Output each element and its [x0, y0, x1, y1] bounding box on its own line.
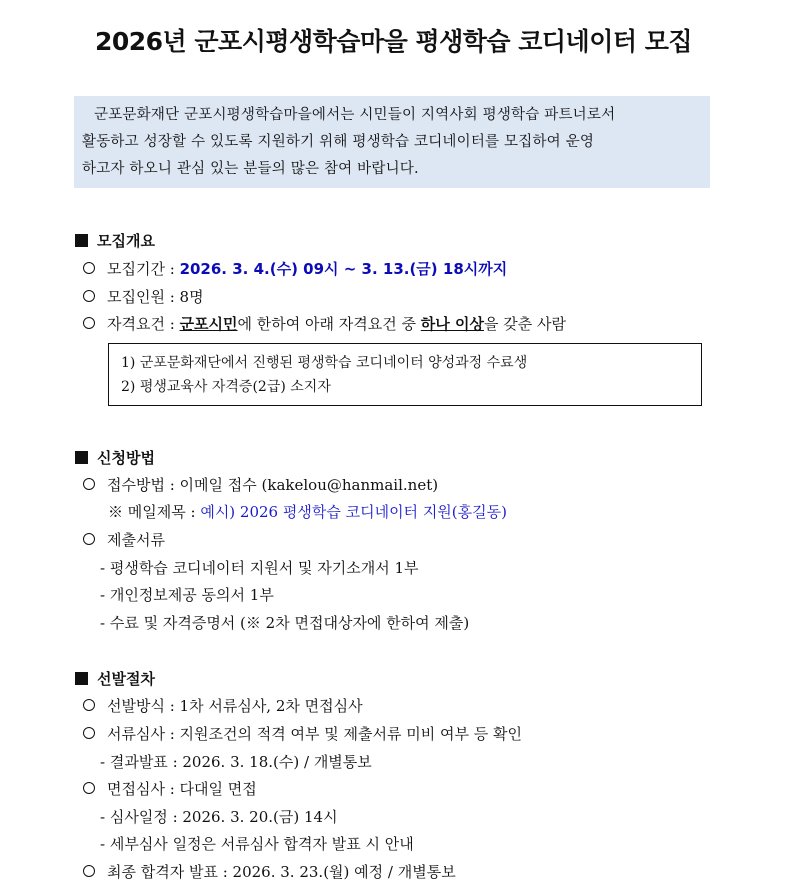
circle-bullet-icon: [83, 865, 95, 877]
page-title: 2026년 군포시평생학습마을 평생학습 코디네이터 모집: [94, 27, 693, 56]
selection-sub-item: - 심사일정 : 2026. 3. 20.(금) 14시: [100, 808, 338, 826]
circle-bullet-icon: [83, 727, 95, 739]
intro-line: 하고자 하오니 관심 있는 분들의 많은 참여 바랍니다.: [82, 161, 419, 177]
intro-line: 군포문화재단 군포시평생학습마을에서는 시민들이 지역사회 평생학습 파트너로서: [94, 107, 616, 123]
intro-line: 활동하고 성장할 수 있도록 지원하기 위해 평생학습 코디네이터를 모집하여 운영: [82, 134, 595, 150]
selection-sub-item: - 세부심사 일정은 서류심사 합격자 발표 시 안내: [100, 835, 414, 853]
period-value: 2026. 3. 4.(수) 09시 ~ 3. 13.(금) 18시까지: [179, 260, 508, 278]
recruit-requirements: [83, 313, 566, 334]
circle-bullet-icon: [83, 478, 95, 490]
requirement-item: 1) 군포문화재단에서 진행된 평생학습 코디네이터 양성과정 수료생: [121, 355, 528, 371]
section-heading-selection: [75, 668, 155, 689]
subject-value: 예시) 2026 평생학습 코디네이터 지원(홍길동): [200, 503, 507, 521]
mail-subject: [108, 501, 507, 522]
req-end: 을 갖춘 사람: [483, 315, 566, 333]
req-label: 자격요건 :: [107, 315, 180, 333]
period-label: 모집기간 :: [107, 260, 180, 278]
document-review: [83, 723, 522, 744]
selection-text: 서류심사 : 지원조건의 적격 여부 및 제출서류 미비 여부 등 확인: [107, 725, 522, 743]
section-heading-text: 신청방법: [97, 449, 155, 467]
doc-item: - 평생학습 코디네이터 지원서 및 자기소개서 1부: [100, 559, 419, 577]
section-heading-apply: [75, 447, 155, 468]
circle-bullet-icon: [83, 782, 95, 794]
circle-bullet-icon: [83, 317, 95, 329]
section-heading-text: 모집개요: [97, 232, 155, 250]
docs-text: 제출서류: [107, 531, 165, 549]
interview-review: [83, 778, 257, 799]
section-heading-recruit: [75, 230, 155, 251]
section-heading-text: 선발절차: [97, 670, 155, 688]
recruit-period: [83, 258, 507, 279]
selection-text: 최종 합격자 발표 : 2026. 3. 23.(월) 예정 / 개별통보: [107, 863, 456, 881]
subject-label: ※ 메일제목 :: [108, 503, 201, 521]
req-mid: 에 한하여 아래 자격요건 중: [237, 315, 421, 333]
req-bold-citizen: 군포시민: [179, 315, 238, 333]
final-announcement: [83, 861, 456, 882]
selection-sub-item: - 결과발표 : 2026. 3. 18.(수) / 개별통보: [100, 753, 372, 771]
circle-bullet-icon: [83, 699, 95, 711]
selection-text: 선발방식 : 1차 서류심사, 2차 면접심사: [107, 697, 363, 715]
requirements-box: [108, 343, 702, 406]
square-bullet-icon: [75, 451, 88, 464]
intro-box: [74, 96, 710, 188]
circle-bullet-icon: [83, 262, 95, 274]
selection-text: 면접심사 : 다대일 면접: [107, 780, 257, 798]
circle-bullet-icon: [83, 290, 95, 302]
square-bullet-icon: [75, 234, 88, 247]
doc-item: - 수료 및 자격증명서 (※ 2차 면접대상자에 한하여 제출): [100, 614, 470, 632]
selection-method: [83, 695, 363, 716]
apply-method: [83, 474, 438, 495]
circle-bullet-icon: [83, 533, 95, 545]
doc-item: - 개인정보제공 동의서 1부: [100, 586, 274, 604]
submit-docs: [83, 529, 165, 550]
method-text: 접수방법 : 이메일 접수 (kakelou@hanmail.net): [107, 476, 439, 494]
requirement-item: 2) 평생교육사 자격증(2급) 소지자: [121, 379, 331, 395]
recruit-count: [83, 286, 204, 307]
req-bold-one-or-more: 하나 이상: [420, 315, 484, 333]
square-bullet-icon: [75, 672, 88, 685]
count-text: 모집인원 : 8명: [107, 288, 204, 306]
